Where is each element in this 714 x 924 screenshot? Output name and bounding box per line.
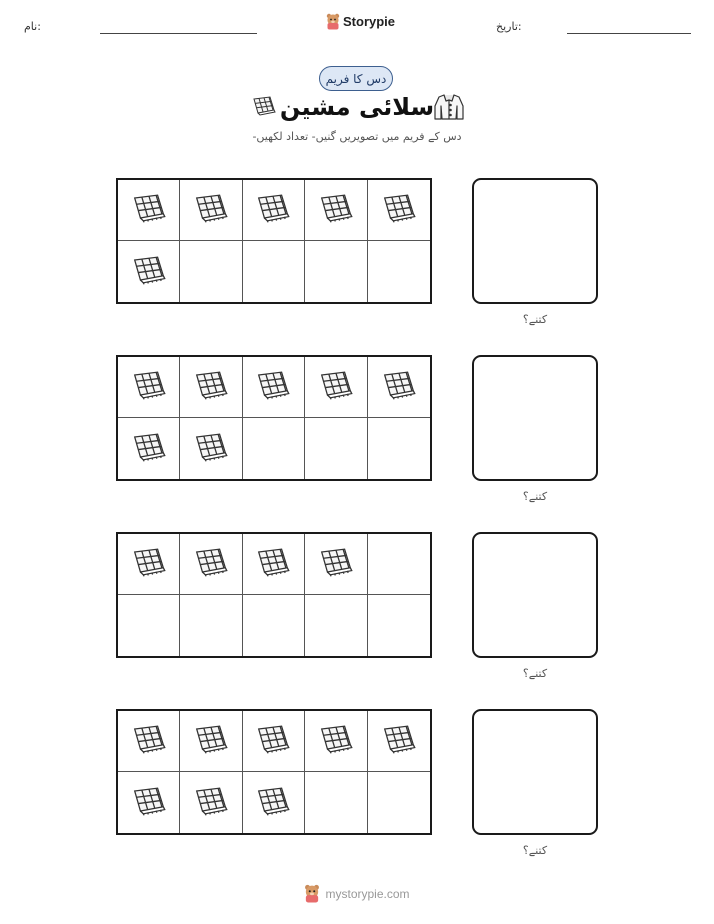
fabric-icon	[316, 191, 356, 229]
frame-cell	[243, 418, 305, 479]
answer-box-4[interactable]	[472, 709, 598, 835]
fabric-icon	[129, 191, 169, 229]
frame-cell	[118, 357, 180, 418]
frame-cell	[305, 772, 367, 833]
frame-cell	[305, 595, 367, 656]
frame-cell	[118, 180, 180, 241]
bear-icon	[326, 13, 340, 30]
answer-box-2[interactable]	[472, 355, 598, 481]
fabric-icon	[129, 368, 169, 406]
fabric-icon	[253, 784, 293, 822]
frame-cell	[180, 595, 242, 656]
ten-frame-2	[116, 355, 432, 481]
how-many-label-2: کتنے؟	[522, 490, 548, 503]
frame-cell	[118, 772, 180, 833]
frame-cell	[180, 711, 242, 772]
fabric-icon	[253, 722, 293, 760]
frame-cell	[180, 418, 242, 479]
frame-cell	[243, 357, 305, 418]
fabric-icon	[316, 545, 356, 583]
frame-cell	[305, 241, 367, 302]
frame-cell	[305, 180, 367, 241]
footer	[0, 884, 714, 903]
frame-cell	[368, 772, 430, 833]
fabric-icon	[191, 722, 231, 760]
fabric-icon	[379, 191, 419, 229]
fabric-icon	[129, 253, 169, 291]
footer-url[interactable]: mystorypie.com	[325, 886, 410, 901]
fabric-icon	[253, 191, 293, 229]
frame-cell	[368, 595, 430, 656]
fabric-icon	[191, 191, 231, 229]
ten-frame-4	[116, 709, 432, 835]
frame-cell	[180, 534, 242, 595]
frame-cell	[243, 772, 305, 833]
bear-icon	[304, 884, 320, 903]
ten-frame-badge: دس کا فریم	[319, 66, 393, 91]
frame-cell	[118, 418, 180, 479]
frame-cell	[243, 534, 305, 595]
how-many-label-3: کتنے؟	[522, 667, 548, 680]
fabric-icon	[129, 784, 169, 822]
fabric-icon	[253, 368, 293, 406]
frame-cell	[118, 534, 180, 595]
how-many-label-1: کتنے؟	[522, 313, 548, 326]
frame-cell	[180, 180, 242, 241]
frame-cell	[368, 711, 430, 772]
fabric-icon	[191, 545, 231, 583]
answer-box-3[interactable]	[472, 532, 598, 658]
fabric-icon	[191, 430, 231, 468]
frame-cell	[368, 241, 430, 302]
how-many-label-4: کتنے؟	[522, 844, 548, 857]
frame-cell	[305, 418, 367, 479]
frame-cell	[118, 241, 180, 302]
frame-cell	[180, 241, 242, 302]
frame-cell	[368, 357, 430, 418]
brand-name: Storypie	[343, 14, 396, 29]
fabric-icon	[129, 545, 169, 583]
fabric-icon	[316, 722, 356, 760]
frame-cell	[180, 357, 242, 418]
fabric-icon	[129, 430, 169, 468]
fabric-icon	[379, 368, 419, 406]
date-label: تاریخ:	[496, 20, 522, 33]
fabric-icon	[379, 722, 419, 760]
ten-frame-1	[116, 178, 432, 304]
frame-cell	[118, 711, 180, 772]
date-line[interactable]	[567, 33, 691, 34]
frame-cell	[243, 180, 305, 241]
name-label: نام:	[24, 20, 41, 33]
frame-cell	[243, 711, 305, 772]
frame-cell	[368, 180, 430, 241]
frame-cell	[305, 357, 367, 418]
storypie-logo	[326, 13, 395, 30]
answer-box-1[interactable]	[472, 178, 598, 304]
shirt-icon	[433, 92, 465, 122]
frame-cell	[368, 418, 430, 479]
frame-cell	[180, 772, 242, 833]
instructions: دس کے فریم میں تصویریں گنیں- تعداد لکھیں-	[252, 130, 462, 143]
fabric-icon	[253, 545, 293, 583]
fabric-icon	[129, 722, 169, 760]
fabric-icon	[191, 368, 231, 406]
frame-cell	[305, 534, 367, 595]
ten-frame-3	[116, 532, 432, 658]
name-line[interactable]	[100, 33, 257, 34]
frame-cell	[305, 711, 367, 772]
frame-cell	[243, 241, 305, 302]
frame-cell	[368, 534, 430, 595]
fabric-icon	[191, 784, 231, 822]
frame-cell	[118, 595, 180, 656]
fabric-icon	[316, 368, 356, 406]
frame-cell	[243, 595, 305, 656]
page-title: سلائی مشین	[279, 93, 435, 121]
